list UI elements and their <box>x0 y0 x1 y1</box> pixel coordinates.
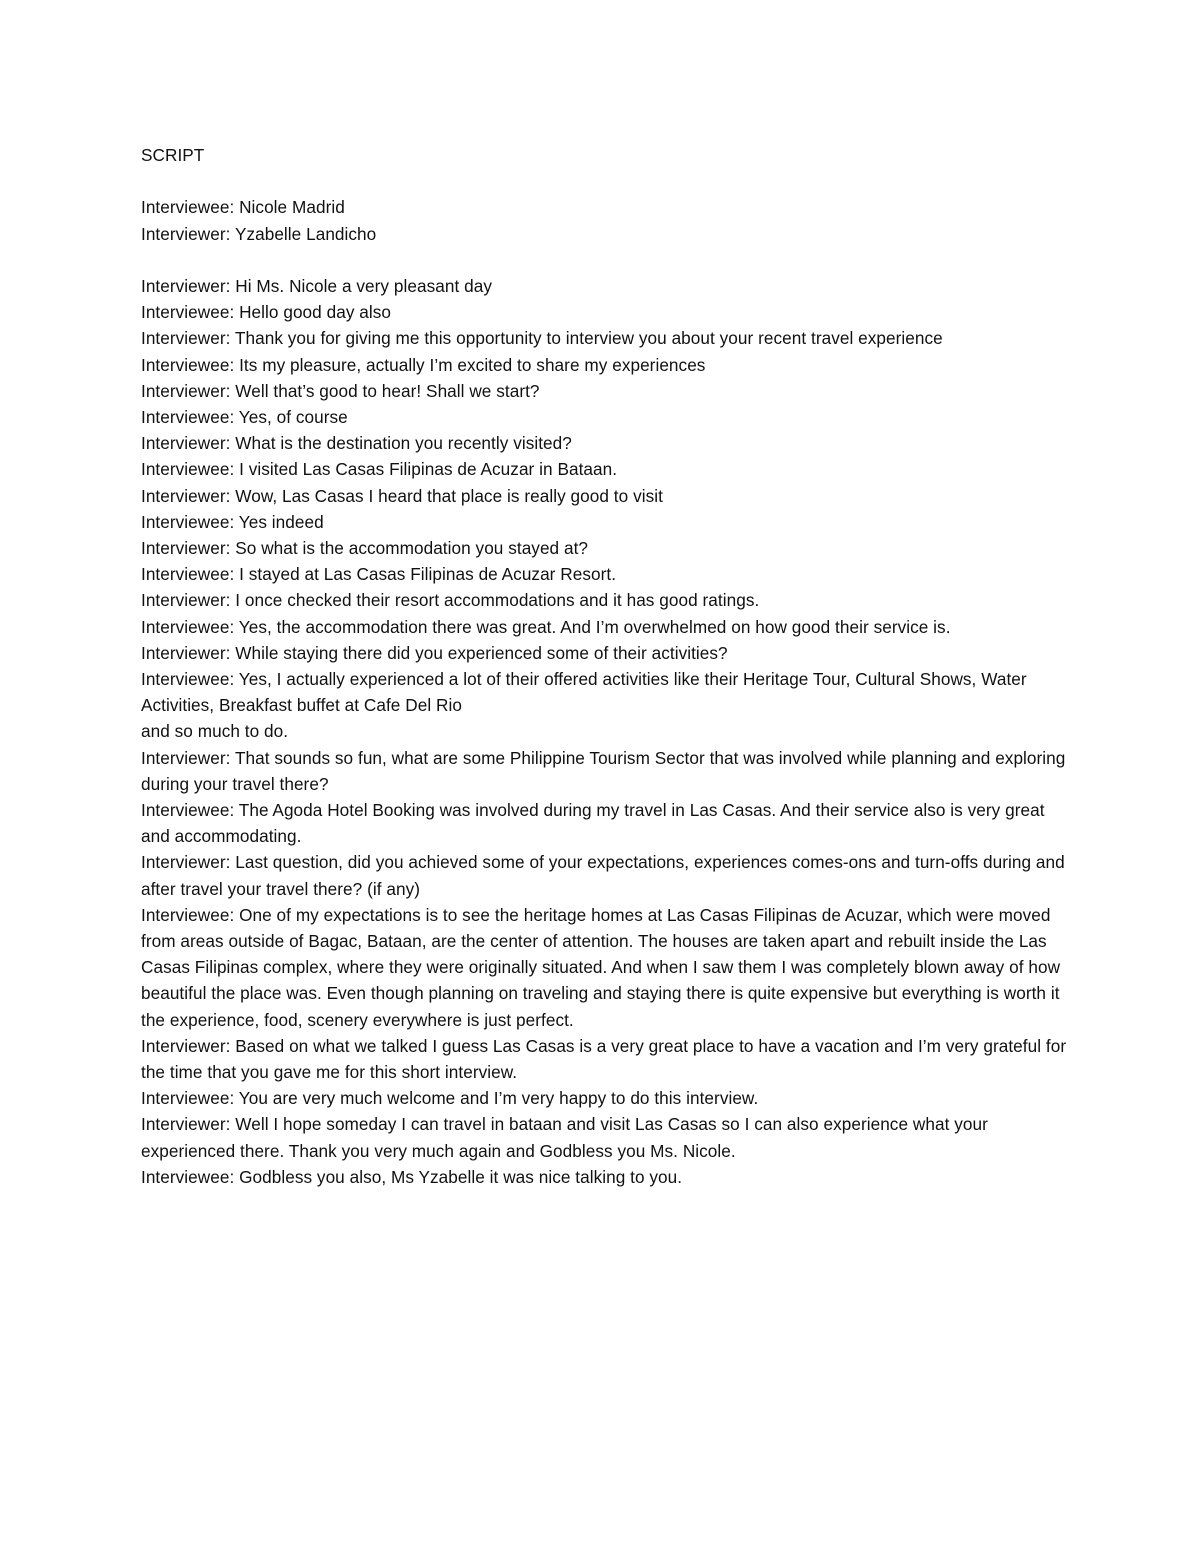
dialogue-line: Interviewer: So what is the accommodation you stayed at? <box>141 538 589 559</box>
dialogue-line: Interviewer: Thank you for giving me this opportunity to interview you about your recent travel experience <box>141 328 943 349</box>
dialogue-line: Interviewer: That sounds so fun, what are some Philippine Tourism Sector that was involved while planning and exploring during your travel there? <box>141 747 1066 794</box>
dialogue-line: Interviewer: Wow, Las Casas I heard that place is really good to visit <box>141 485 663 506</box>
dialogue-line: Interviewee: The Agoda Hotel Booking was involved during my travel in Las Casas. And their service also is very great and accommodating. <box>141 800 1045 847</box>
dialogue-line: Interviewee: One of my expectations is to see the heritage homes at Las Casas Filipinas de Acuzar, which were moved from areas outside of Bagac, Bataan, are the center of attention. The houses are taken apart and rebuilt inside the Las Casas Filipinas complex, where they were originally situated. And when I saw them I was completely blown away of how beautiful the place was. Even though planning on traveling and staying there is quite expensive but everything is worth it the experience, food, scenery everywhere is just perfect. <box>141 904 1061 1030</box>
dialogue-line: Interviewee: I stayed at Las Casas Filipinas de Acuzar Resort. <box>141 564 617 585</box>
dialogue-line: Interviewer: What is the destination you recently visited? <box>141 433 572 454</box>
dialogue-line: Interviewer: While staying there did you experienced some of their activities? <box>141 642 728 663</box>
participant-interviewee: Interviewee: Nicole Madrid <box>141 197 345 218</box>
dialogue-line: Interviewee: Yes, the accommodation there was great. And I’m overwhelmed on how good their service is. <box>141 616 951 637</box>
dialogue-line: Interviewer: Based on what we talked I guess Las Casas is a very great place to have a vacation and I’m very grateful for the time that you gave me for this short interview. <box>141 1035 1067 1083</box>
dialogue-line: Interviewee: Hello good day also <box>141 302 392 323</box>
dialogue-line: and so much to do. <box>141 721 289 742</box>
dialogue-line: Interviewer: Last question, did you achieved some of your expectations, experiences comes-ons and turn-offs during and after travel your travel there? (if any) <box>141 852 1065 899</box>
script-text <box>141 142 1071 1190</box>
spacer <box>141 168 1071 194</box>
spacer <box>141 247 1071 273</box>
dialogue-line: Interviewee: Yes, of course <box>141 407 348 427</box>
dialogue-line: Interviewee: Yes indeed <box>141 511 324 532</box>
dialogue-line: Interviewer: Well I hope someday I can travel in bataan and visit Las Casas so I can also experience what your experienced there. Thank you very much again and Godbless you Ms. Nicole. <box>141 1114 988 1161</box>
dialogue-line: Interviewee: I visited Las Casas Filipinas de Acuzar in Bataan. <box>141 459 618 480</box>
document-title: SCRIPT <box>141 145 205 165</box>
participant-interviewer: Interviewer: Yzabelle Landicho <box>141 223 377 244</box>
dialogue-line: Interviewee: Yes, I actually experienced a lot of their offered activities like their Heritage Tour, Cultural Shows, Water Activities, Breakfast buffet at Cafe Del Rio <box>141 669 1027 716</box>
dialogue-line: Interviewee: You are very much welcome and I’m very happy to do this interview. <box>141 1088 759 1109</box>
dialogue-line: Interviewee: Its my pleasure, actually I’m excited to share my experiences <box>141 354 706 375</box>
dialogue-line: Interviewee: Godbless you also, Ms Yzabelle it was nice talking to you. <box>141 1166 683 1187</box>
dialogue-line: Interviewer: I once checked their resort accommodations and it has good ratings. <box>141 590 760 611</box>
dialogue-line: Interviewer: Well that’s good to hear! Shall we start? <box>141 380 540 401</box>
dialogue-line: Interviewer: Hi Ms. Nicole a very pleasant day <box>141 275 492 296</box>
